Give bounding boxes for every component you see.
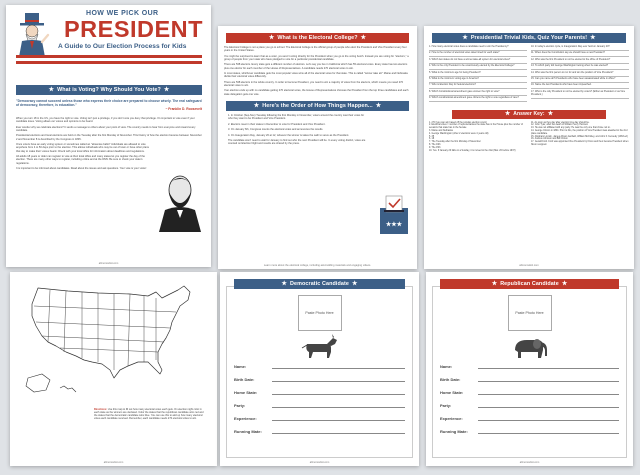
electoral-map-page [10, 272, 217, 466]
answer-item: 7. The Tuesday after the first Monday of November [429, 141, 481, 144]
section-header-trivia: ★ Presidential Trivial Kids, Quiz Your Parents! ★ [432, 33, 626, 43]
field-label: Experience: [440, 416, 463, 421]
answer-item: 14. George Clinton in 1804. Prior to this, the position of Vice President was awarded to the 2nd place candidate. [531, 130, 628, 135]
field-label: Name: [440, 364, 453, 369]
field-input-line[interactable] [272, 420, 405, 421]
republican-header: ★ Republican Candidate ★ [440, 279, 619, 289]
answer-item: 9. The 15th [429, 146, 441, 149]
star-icon: ★ [375, 103, 382, 110]
answer-item: 1. 270 (you can win based off the popular election count) [429, 121, 487, 124]
field-input-line[interactable] [272, 407, 405, 408]
question-text: 15. Can you name all 5 Presidents who have been assassinated while in office? [531, 77, 616, 81]
field-input-line[interactable] [272, 433, 405, 434]
candidate-field [234, 375, 405, 382]
quiz-question [429, 84, 527, 89]
question-text: 16. Name the two Presidents who have been impeached. [531, 83, 592, 87]
map-directions: Directions: Use this map to fill out how many electoral votes each gets. On election night color in each state as the winners are declared. Color the states that the republican candidate wins red and the states that the democratic candidate wins blue. You can use this to add up how many electoral votes each candidate received. Remember, each candidate needs 270 electoral votes to win. [94, 408, 204, 420]
answers-left [429, 122, 527, 153]
guide-page-3-quiz [424, 26, 634, 269]
answer-item: 4. George Washington (other 2 elections were 4 years old) [429, 132, 489, 135]
candidate-field [234, 362, 405, 369]
field-label: Running Mate: [440, 429, 468, 434]
question-text: 9. Which constitutional amendment gave citizens the right to vote regardless of race? [429, 96, 519, 100]
quiz-question [429, 91, 527, 96]
candidate-field [234, 388, 405, 395]
answer-line[interactable] [531, 98, 629, 99]
field-input-line[interactable] [478, 420, 619, 421]
field-label: Running Mate: [234, 429, 262, 434]
page-footer: allmomsdoit.com [519, 461, 540, 464]
star-icon: ★ [351, 281, 358, 287]
star-icon: ★ [590, 35, 596, 41]
quiz-question [429, 46, 527, 51]
answer-item: 15. Abraham Lincoln, James Abram Garfield, William McKinley, and John F. Kennedy (1963 ed) [531, 135, 628, 138]
quiz-question [429, 97, 527, 102]
guide-page-2 [218, 26, 417, 269]
star-icon: ★ [281, 281, 288, 287]
star-icon: ★ [360, 35, 367, 41]
roosevelt-quote: "Democracy cannot succeed unless those who express their choice are prepared to choose wisely. The real safeguard of democracy, therefore, is education." ~ Franklin D. Roosevelt [16, 99, 202, 111]
question-text: 11. When does the Constitution say we should have a new President? [531, 51, 605, 55]
voting-body-text: When you turn 18 in the US, you have the right to vote. Voting isn't just a privilege, if you don't vote you deny that privilege. It's important to vote even if your candidate loses. Voting allows our voices and opinions to be heard. Ever wonder why we celebrate elections? It sends a message to others about your point of view. The country needs to hear from everyone and reward every candidate. Presidential elections and local elections are held on the Tuesday after the first Monday of November. This history of how the election became between November 2 and November 8 is described by the Congress in 1845. Once voters have an early voting system or sometimes called an "absentee ballot" individuals are allowed to vote anywhere from 4 to 50 days prior to the election. This allows individuals who may be out of town or have other plans that day to make their voices heard. Check with your local office for information about deadlines and regulations. All adults 18 years or older can register to vote at their local office and many states let you register the day of the election. There are many other ways to register, including online and at the DMV. Be sure to check your state's regulations. It is important to be informed about candidates. Read about the issues and ask questions. Your vote is your voice! [16, 117, 202, 171]
quiz-question [429, 59, 527, 64]
question-text: 8. Which Constitutional amendment gave women the right to vote? [429, 89, 500, 93]
star-icon: ★ [48, 87, 55, 93]
democratic-header: ★ Democratic Candidate ★ [234, 279, 405, 289]
field-input-line[interactable] [272, 394, 405, 395]
question-text: 14. Who was the first person to run for and win the position of Vice President? [531, 70, 614, 74]
candidate-fields [426, 362, 633, 434]
svg-text:★★★: ★★★ [385, 222, 403, 228]
quiz-question [531, 84, 629, 89]
candidate-field [440, 362, 619, 369]
candidate-field [234, 427, 405, 434]
candidate-field [440, 388, 619, 395]
questions-right [531, 46, 629, 104]
star-icon: ★ [462, 35, 468, 41]
question-text: 17. Who is the only President to not be elected by voters? (Either as President or as Vice President.) [531, 89, 626, 96]
quiz-question [429, 65, 527, 70]
quiz-question [531, 91, 629, 99]
subtitle: A Guide to Our Election Process for Kids [58, 43, 187, 50]
field-label: Name: [234, 364, 247, 369]
page-footer: allmomsdoit.com [519, 264, 539, 267]
order-steps: 1. In October (Sep-Nov) Tuesday following the first Monday in November, voters around the country cast their votes for who they want to be President and Vice President. 2. Electors meet in their states in December to vote for President and Vice President. 3. On January 6th, Congress counts the electoral votes and announces the results. 4. On Inauguration Day, January 20 at 12, whoever the winner is takes the oath to serve as the President. The candidate won't need to wait for January to find out who the next President will be. In every voting district, votes are counted on Election Night and results are shared by the press. [228, 114, 366, 146]
answer-item: 11. As soon as they day after election time day should be. [531, 121, 590, 124]
answer-item: 8. The 19th [429, 144, 441, 147]
quiz-question [429, 72, 527, 77]
quiz-question [531, 65, 629, 70]
title-how-we: HOW WE PICK OUR [86, 10, 159, 17]
field-input-line[interactable] [478, 381, 619, 382]
quiz-question [531, 52, 629, 57]
photo-placeholder[interactable]: Paste Photo Here [298, 295, 342, 331]
answer-item: 12. John Tyler, after the death of William Henry Harrison [531, 124, 589, 127]
answer-key-header: ★ Answer Key: ★ [452, 110, 606, 119]
photo-placeholder[interactable]: Paste Photo Here [508, 295, 552, 331]
title-president: PRESIDENT [64, 16, 203, 42]
ballot-box-icon [376, 194, 412, 238]
candidate-field [440, 401, 619, 408]
field-label: Home State: [440, 390, 464, 395]
question-text: 4. Who is the only President to be unanimously elected by the Electoral College? [429, 64, 515, 68]
answer-item: 13. He was not affiliated with any party. He was the only one that chose not to. [531, 127, 611, 130]
question-text: 6. What is the minimum voting age in America? [429, 77, 479, 81]
answer-line[interactable] [531, 69, 629, 70]
candidate-field [440, 414, 619, 421]
answer-item: 6. 18 [429, 138, 435, 141]
question-text: 13. To which party did George Washington belong when he was elected? [531, 64, 609, 68]
candidate-field [234, 401, 405, 408]
question-text: 1. How many electoral votes does a candidate need to win the Presidency? [429, 45, 509, 48]
quiz-question [429, 52, 527, 57]
quiz-question [531, 78, 629, 83]
democratic-candidate-page [220, 272, 419, 466]
quiz-question [531, 46, 629, 51]
field-input-line[interactable] [478, 394, 619, 395]
answer-item: 16. Andrew Johnson and Bill Clinton [531, 138, 568, 141]
guide-page-1 [6, 5, 211, 267]
star-icon: ★ [163, 87, 170, 93]
answers-right [531, 122, 629, 153]
star-icon: ★ [547, 111, 554, 118]
field-label: Birth Date: [440, 377, 461, 382]
section-header-voting: ★ What is Voting? Why Should You Vote? ★ [16, 85, 202, 95]
field-input-line[interactable] [478, 368, 619, 369]
field-input-line[interactable] [272, 368, 405, 369]
us-map-outline [20, 282, 198, 412]
question-text: 12. Who was the first President to not be elected to the office of President? [531, 57, 611, 61]
question-text: 7. Who is Election Day for federal elections? [429, 83, 476, 87]
question-text: 3. Which two states do not have a winner-take-all system for electoral votes? [429, 57, 511, 61]
quote-author: ~ Franklin D. Roosevelt [165, 106, 202, 111]
field-label: Birth Date: [234, 377, 255, 382]
republican-candidate-page [426, 272, 633, 466]
quiz-question [531, 59, 629, 64]
field-input-line[interactable] [478, 433, 619, 434]
candidate-field [440, 375, 619, 382]
quiz-question [429, 78, 527, 83]
star-icon: ★ [268, 35, 275, 41]
electoral-college-text: The Electoral College is not a place you go to school. The Electoral College is the official group of people who elect the President and Vice President every four years in the United States. You might be surprised to learn that as a voter, you aren't voting directly for the President when you go to the voting booth. Instead you are voting for "electors," a group of people from your state who have pledged to vote for a particular presidential candidate. There are 538 electors. Every state gets a different number of electors. Let's say you live in California which has 55 electoral votes. Every state has two electors plus one elector for each member of the House of Representatives. A candidate needs 270 electoral votes to win. In most states, whichever candidate gets the most popular votes wins all of the electoral votes for that state. This is called "winner take all." Maine and Nebraska divide their electoral votes differently. There are 538 electors in the whole country. In order to become President, you need to win a majority of votes from the electors, which means you need 270 electoral votes to win. If an election ends up with no candidate getting 270 electoral votes, the House of Representatives chooses the President from the top three candidates and each state delegation gets one vote. [224, 46, 409, 96]
field-input-line[interactable] [272, 381, 405, 382]
answer-item: 5. 35 [429, 135, 435, 138]
answer-item: 2. Electoral votes = number of representatives the state has in the House plus the number of senators that state has in the Senate [429, 124, 523, 130]
star-icon: ★ [504, 111, 511, 118]
section-header-order: ★ Here's the Order of How Things Happen... ★ [226, 101, 409, 111]
star-icon: ★ [561, 281, 568, 287]
uncle-sam-icon [14, 11, 50, 57]
star-icon: ★ [253, 103, 260, 110]
section-header-electoral-college: ★ What is the Electoral College? ★ [226, 33, 409, 43]
answer-item: 3. Maine and Nebraska [429, 130, 453, 133]
lincoln-portrait-icon [155, 170, 205, 232]
field-label: Experience: [234, 416, 257, 421]
page-footer: allmomsdoit.com [309, 461, 330, 464]
answer-line[interactable] [429, 69, 527, 70]
quiz-question [531, 72, 629, 77]
field-label: Home State: [234, 390, 258, 395]
candidate-field [440, 427, 619, 434]
field-input-line[interactable] [478, 407, 619, 408]
answer-line[interactable] [429, 101, 527, 102]
page-footer: allmomsdoit.com [98, 262, 119, 265]
questions-left [429, 46, 527, 104]
page-footer: allmomsdoit.com [103, 461, 124, 464]
question-text: 5. What is the minimum age for being President? [429, 70, 481, 74]
page-footer: Learn more about the electoral college, including ask-building materials and engaging videos. [263, 264, 372, 267]
question-text: 2. How is the number of electoral votes determined for each state? [429, 51, 500, 55]
answer-item: 17. Gerald Ford. Ford was appointed Vice President by Nixon and then became President when Nixon resigned. [531, 141, 629, 147]
candidate-field [234, 414, 405, 421]
star-icon: ★ [491, 281, 498, 287]
stars-and-stripes-decoration [16, 55, 202, 81]
question-text: 10. In today's election cycle, is Inauguration Day ever held on January 20? [531, 45, 610, 48]
answer-item: 10. Yes. If January 20 falls on a Sunday, it is moved to the 21st (Mar. 20 before 1937) [429, 149, 516, 152]
field-label: Party: [440, 403, 452, 408]
field-label: Party: [234, 403, 246, 408]
candidate-fields [220, 362, 419, 434]
